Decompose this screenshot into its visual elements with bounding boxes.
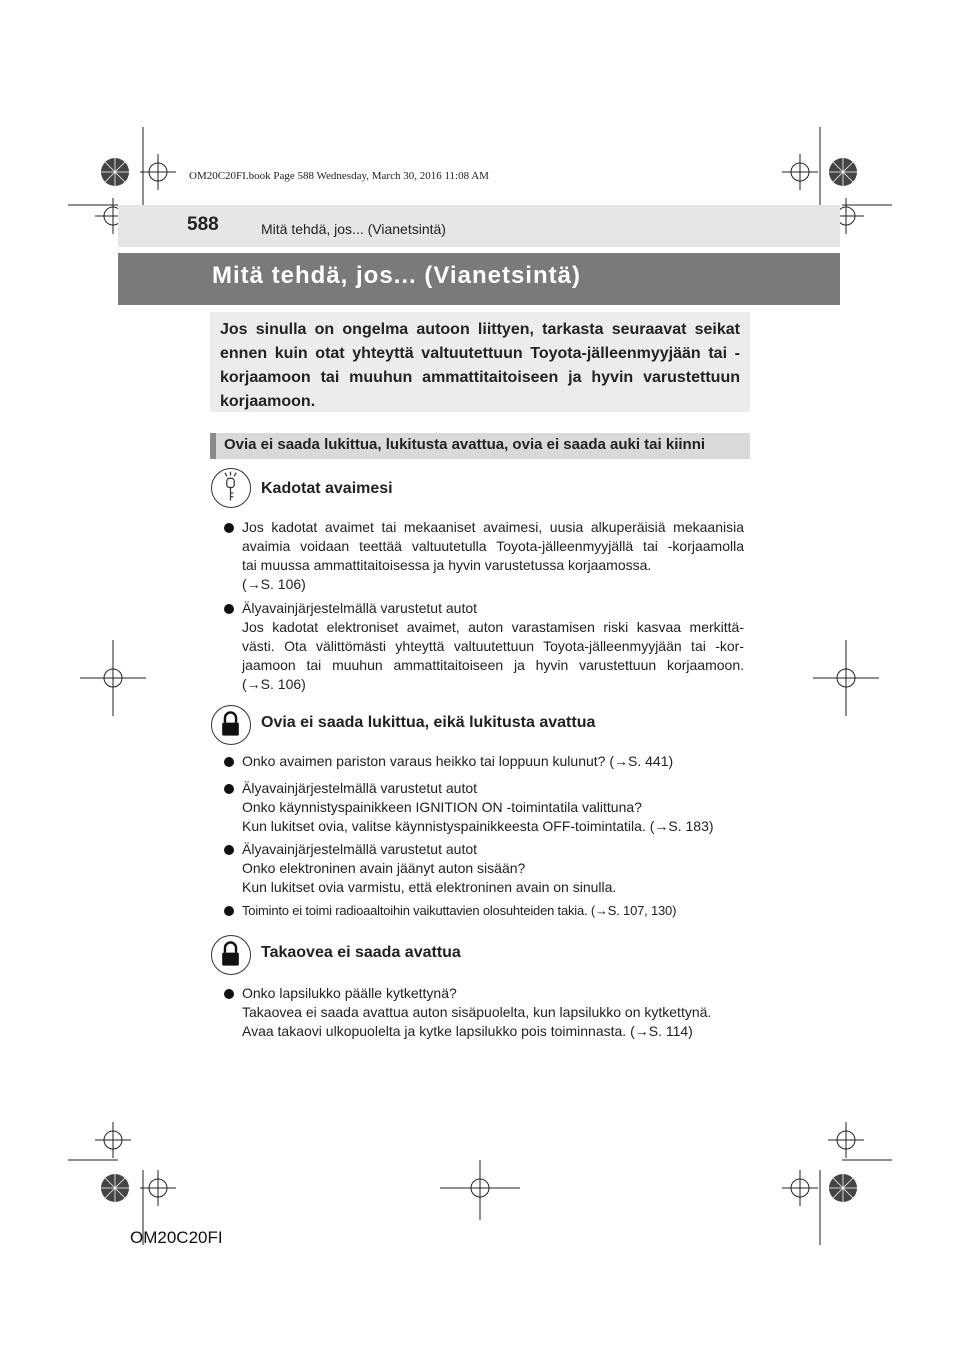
subsection-heading: Ovia ei saada lukittua, eikä lukitusta avattua [261,714,596,731]
list-item: Älyavainjärjestelmällä varustetut autot Onko elektroninen avain jäänyt auton sisään? Kun lukitset ovia varmistu, että elektroninen avain on sinulla. [242,841,617,895]
list-item: Älyavainjärjestelmällä varustetut autot Jos kadotat elektroniset avaimet, auton varastamisen riski kasvaa merkittä- västi. Ota välittömästi yhteyttä valtuutettuun Toyota-jälleenmyyjään tai -kor- jaamoon tai muuhun ammattitaitoiseen ja hyvin varustettuun korjaamoon. (→S. 106) [242,600,744,692]
bullet [224,523,234,533]
page-title: Mitä tehdä, jos... (Vianetsintä) [212,262,581,289]
subsection-heading: Takaovea ei saada avattua [261,944,461,961]
list-item: Onko lapsilukko päälle kytkettynä? Takaovea ei saada avattua auton sisäpuolelta, kun lapsilukko on kytkettynä. Avaa takaovi ulkopuolelta ja kytke lapsilukko pois toiminnasta. (→S. 114) [242,985,712,1039]
intro-box [210,312,750,412]
list-item: Älyavainjärjestelmällä varustetut autot Onko käynnistyspainikkeen IGNITION ON -toimintatila valittuna? Kun lukitset ovia, valitse käynnistyspainikkeesta OFF-toimintatila. (→S. 183) [242,780,714,834]
list-item: Jos kadotat avaimet tai mekaaniset avaimesi, uusia alkuperäisiä mekaanisia avaimia voidaan teettää valtuutetulla Toyota-jälleenmyyjällä tai -korjaamolla tai muussa ammattitaitoisessa ja hyvin varustetussa korjaamossa. (→S. 106) [242,519,744,592]
bullet [224,906,234,916]
bullet [224,784,234,794]
lock-icon [211,935,251,975]
subsection-heading: Kadotat avaimesi [261,480,393,497]
bullet [224,757,234,767]
print-info: OM20C20FI.book Page 588 Wednesday, March 30, 2016 11:08 AM [185,170,493,182]
header-subtitle: Mitä tehdä, jos... (Vianetsintä) [261,221,446,237]
key-icon [211,468,251,508]
lock-icon [211,705,251,745]
list-item: Onko avaimen pariston varaus heikko tai loppuun kulunut? (→S. 441) [242,753,674,769]
intro-text: Jos sinulla on ongelma autoon liittyen, tarkasta seuraavat seikat ennen kuin otat yhteyttä valtuutettuun Toyota-jälleenmyyjään tai -korjaamoon tai muuhun ammattitaitoiseen ja hyvin varustettuun korjaamoon. [220,321,740,410]
page-number: 588 [187,214,219,235]
bullet [224,989,234,999]
section-heading: Ovia ei saada lukittua, lukitusta avattua, ovia ei saada auki tai kiinni [210,433,750,459]
header-band [118,205,840,247]
bullet [224,845,234,855]
footer-code: OM20C20FI [130,1228,223,1247]
bullet [224,604,234,614]
list-item: Toiminto ei toimi radioaaltoihin vaikuttavien olosuhteiden takia. (→S. 107, 130) [242,903,677,918]
